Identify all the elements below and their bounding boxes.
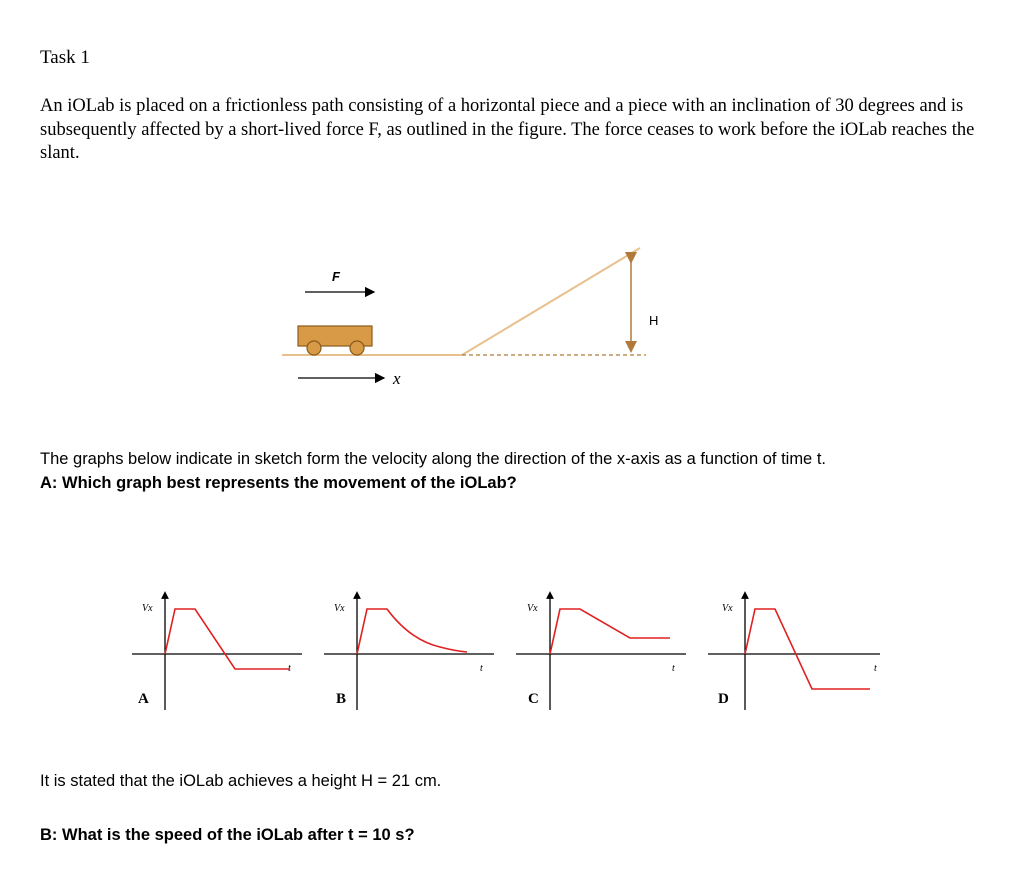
height-label: H bbox=[649, 313, 659, 328]
graph-c-y-label: Vx bbox=[527, 603, 538, 614]
graph-c-curve bbox=[550, 609, 670, 654]
graph-b-curve bbox=[357, 609, 467, 654]
x-axis-label: x bbox=[393, 369, 401, 388]
velocity-graphs bbox=[120, 585, 890, 720]
graph-b-label: B bbox=[336, 691, 347, 707]
graph-a-curve bbox=[165, 609, 290, 669]
task-title: Task 1 bbox=[40, 47, 90, 68]
graph-a-x-label: t bbox=[288, 663, 291, 674]
graph-a-y-label: Vx bbox=[142, 603, 153, 614]
height-statement: It is stated that the iOLab achieves a height H = 21 cm. bbox=[40, 772, 442, 790]
graphs-intro bbox=[40, 447, 826, 495]
graph-a bbox=[132, 595, 302, 710]
graph-d-y-label: Vx bbox=[722, 603, 733, 614]
setup-diagram bbox=[270, 240, 670, 400]
graph-d bbox=[708, 595, 880, 710]
question-a: A: Which graph best represents the movement of the iOLab? bbox=[40, 474, 517, 492]
question-b: B: What is the speed of the iOLab after t = 10 s? bbox=[40, 826, 415, 844]
graph-a-label: A bbox=[138, 691, 149, 707]
cart-wheel-left bbox=[307, 341, 321, 355]
force-label: F bbox=[332, 269, 340, 284]
task-intro: An iOLab is placed on a frictionless path consisting of a horizontal piece and a piece with an inclination of 30 degrees and is subsequently affected by a short-lived force F, as outlined in the figure. The force ceases to work before the iOLab reaches the slant. bbox=[40, 96, 975, 163]
graph-c-label: C bbox=[528, 691, 539, 707]
graph-c bbox=[516, 595, 686, 710]
incline-track bbox=[462, 248, 640, 355]
graph-c-x-label: t bbox=[672, 663, 675, 674]
graph-b bbox=[324, 595, 494, 710]
graph-d-curve bbox=[745, 609, 870, 689]
graph-b-y-label: Vx bbox=[334, 603, 345, 614]
graph-d-label: D bbox=[718, 691, 729, 707]
graph-b-x-label: t bbox=[480, 663, 483, 674]
graph-d-x-label: t bbox=[874, 663, 877, 674]
graphs-description: The graphs below indicate in sketch form the velocity along the direction of the x-axis as a function of time t. bbox=[40, 450, 826, 468]
cart-wheel-right bbox=[350, 341, 364, 355]
